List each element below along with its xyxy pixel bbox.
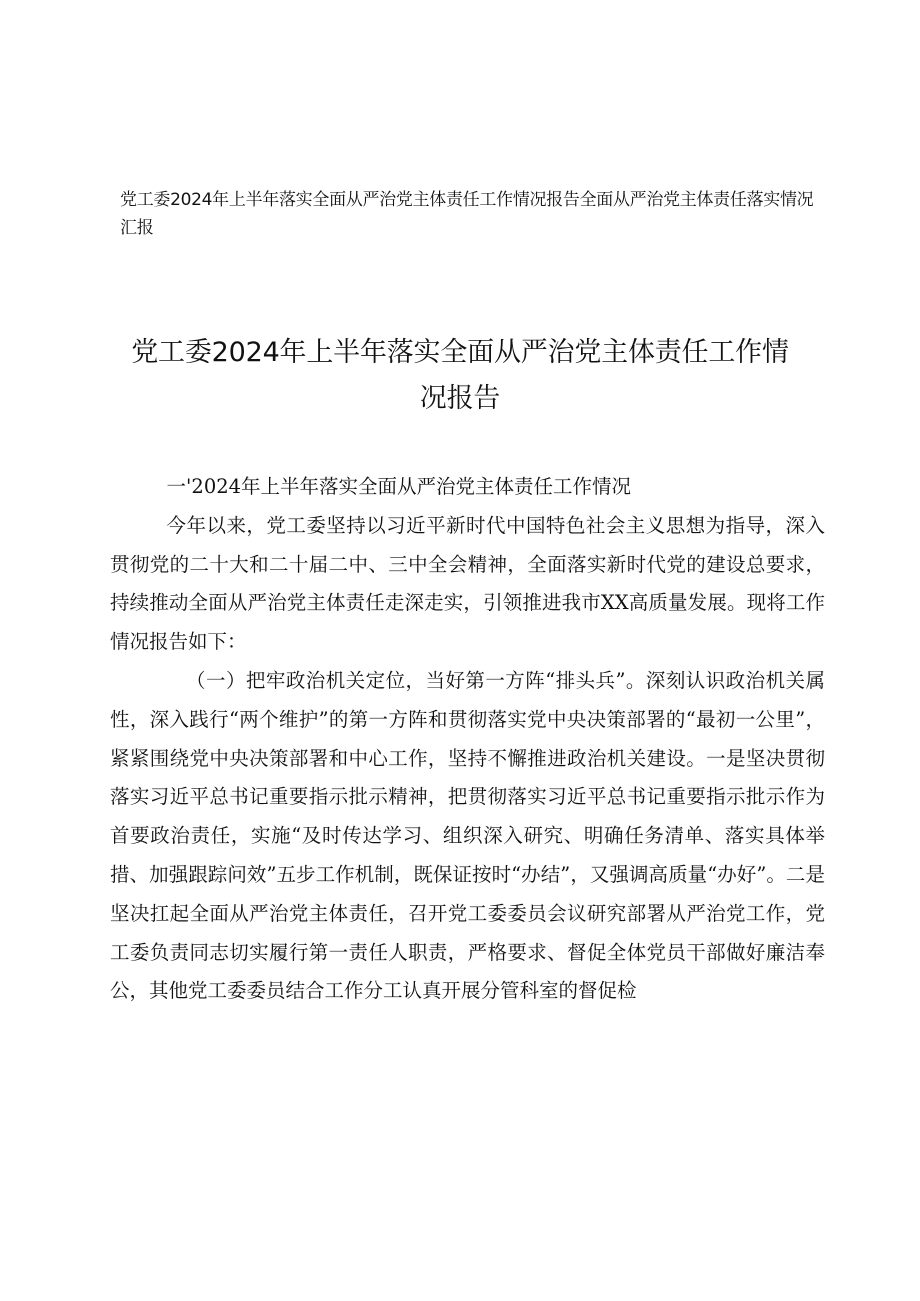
document-title: 党工委2024年上半年落实全面从严治党主体责任工作情况报告 bbox=[131, 337, 789, 414]
section-heading: 一'2024年上半年落实全面从严治党主体责任工作情况 bbox=[166, 475, 632, 498]
document-body bbox=[110, 468, 825, 1011]
document-header: 党工委2024年上半年落实全面从严治党主体责任工作情况报告全面从严治党主体责任落实情况汇报 bbox=[120, 190, 814, 238]
body-paragraph: （一）把牢政治机关定位，当好第一方阵“排头兵”。深刻认识政治机关属性，深入践行“两个维护”的第一方阵和贯彻落实党中央决策部署的“最初一公里”，紧紧围绕党中央决策部署和中心工作，坚持不懈推进政治机关建设。一是坚决贯彻落实习近平总书记重要指示批示精神，把贯彻落实习近平总书记重要指示批示作为首要政治责任，实施“及时传达学习、组织深入研究、明确任务清单、落实具体举措、加强跟踪问效”五步工作机制，既保证按时“办结”，又强调高质量“办好”。二是坚决扛起全面从严治党主体责任，召开党工委委员会议研究部署从严治党工作，党工委负责同志切实履行第一责任人职责，严格要求、督促全体党员干部做好廉洁奉公，其他党工委委员结合工作分工认真开展分管科室的督促检 bbox=[110, 668, 825, 1003]
intro-paragraph: 今年以来，党工委坚持以习近平新时代中国特色社会主义思想为指导，深入贯彻党的二十大和二十届二中、三中全会精神，全面落实新时代党的建设总要求，持续推动全面从严治党主体责任走深走实，引领推进我市XX高质量发展。现将工作情况报告如下： bbox=[110, 513, 825, 654]
